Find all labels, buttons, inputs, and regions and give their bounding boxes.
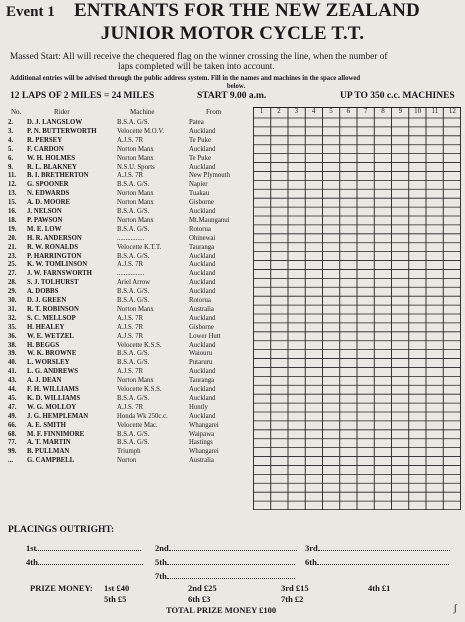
placing-7th-label: 7th [155,571,167,581]
entrant-row [0,199,253,208]
lap-header: 10 [414,107,422,115]
entrant-from: Waipawa [189,430,215,438]
entrant-rider: A. T. MARTIN [27,439,71,447]
entrant-rider: R. W. RONALDS [27,243,78,251]
entrant-row [0,172,253,181]
entrant-from: Auckland [189,288,216,296]
entrant-rider: G. SPOONER [27,181,69,189]
lap-header: 9 [398,107,403,115]
prize-first: 1st £40 [104,583,130,593]
entrant-row [0,439,253,448]
note-line2: below. [226,83,246,90]
lap-header: 1 [259,107,264,115]
entrant-rider: M. F. FINNIMORE [27,430,85,438]
entrant-number: 20. [8,234,17,242]
entrant-row [0,235,253,244]
entrant-rider: H. HEALEY [27,323,65,331]
entrant-rider: A. E. SMITH [27,421,66,429]
entrant-machine: Norton Manx [117,305,154,313]
placing-3rd-label: 3rd [305,543,318,553]
entrant-row [0,208,253,217]
entrant-rider: A. D. MOORE [27,199,71,207]
entrant-machine: A.J.S. 7R [117,261,144,269]
entrant-rider: P. N. BUTTERWORTH [27,127,97,135]
entrant-number: 43. [8,377,17,385]
entrant-from: Patea [189,119,204,126]
entrant-machine: A.J.S. 7R [117,323,144,331]
entrant-number: 39. [8,350,17,358]
prize-sixth: 6th £3 [188,594,211,604]
entrant-number: 28. [8,279,17,287]
entrant-rider: G. CAMPBELL [27,457,75,465]
entrant-row [0,146,253,155]
entrant-rider: P. PAWSON [27,216,63,224]
entrant-number: 12. [8,181,17,189]
entrant-from: Lower Hutt [189,332,221,340]
entrant-row [0,315,253,324]
entrant-rider: K. W. TOMLINSON [27,261,88,269]
entrant-number: 38. [8,341,17,349]
entrant-number: 2. [8,119,14,126]
entrant-machine: Velocette K.S.S. [117,341,162,349]
entrant-from: Australia [189,305,214,313]
entrant-number: 29. [8,288,17,296]
entrant-machine: Velocette Mac. [117,421,158,429]
entrant-row [0,342,253,351]
entrant-machine: ................ [117,234,145,242]
entrant-rider: W. H. HOLMES [27,154,76,162]
entrant-number: 68. [8,430,17,438]
entrant-machine: B.S.A. G/S. [117,288,150,296]
entrant-number: 16. [8,208,17,215]
entrant-from: Australia [189,457,214,465]
entrant-rider: H. BEGGS [27,341,60,349]
prize-fifth: 5th £5 [104,594,127,604]
entrant-number: 30. [8,297,17,304]
machine-class: UP TO 350 c.c. MACHINES [340,91,455,101]
entrant-row [0,413,253,422]
entrant-row [0,404,253,413]
entrant-rider: H. R. ANDERSON [27,234,82,242]
entrant-number: 3. [8,127,14,135]
entrant-from: Auckland [189,127,216,135]
entrant-row [0,386,253,395]
entrant-machine: B.S.A. G/S. [117,297,150,304]
entrant-machine: ................ [117,270,145,278]
race-rules [10,52,458,72]
lap-header: 6 [346,107,351,115]
entrant-row [0,181,253,190]
page-title-line1: ENTRANTS FOR THE NEW ZEALAND [74,0,420,21]
entrant-row [0,217,253,226]
entrant-from: Gisborne [189,323,214,331]
entrant-row [0,137,253,146]
entrant-from: Auckland [189,341,216,349]
entrant-from: Putaruru [189,359,213,367]
entrant-rider: A. J. DEAN [27,377,62,385]
entrant-row [0,288,253,297]
placing-1st-label: 1st [26,543,37,553]
entrant-number: 45. [8,394,17,402]
entrant-from: Ohinewai [189,234,216,242]
entrant-from: Auckland [189,386,216,393]
entrant-machine: B.S.A. G/S. [117,394,150,402]
entrant-from: Tauranga [189,243,215,251]
placing-2nd-label: 2nd [155,543,169,553]
entrant-from: Rotorua [189,225,211,233]
entrant-machine: Honda Wk 250c.c. [117,412,168,420]
prize-second: 2nd £25 [188,583,217,593]
entrant-row [0,190,253,199]
entrant-machine: Norton [117,457,137,465]
entrant-machine: Norton Manx [117,190,154,198]
entrant-from: Whangarei [189,448,219,456]
placing-5th[interactable] [155,557,295,567]
entrant-from: Te Puke [189,154,211,162]
entrant-machine: N.S.U. Sports [117,163,155,171]
lap-header: 8 [381,107,385,115]
placing-4th-label: 4th [26,557,38,567]
entrant-rider: W. G. MOLLOY [27,403,77,411]
entrant-machine: Norton Manx [117,216,154,224]
placing-1st[interactable] [26,543,141,553]
entrant-machine: B.S.A. G/S. [117,439,150,447]
placing-5th-label: 5th [155,557,167,567]
entrant-from: Waiouru [189,350,213,358]
placing-4th[interactable] [26,557,143,567]
entrant-number: 11. [8,172,17,180]
entrant-rider: W. K. BROWNE [27,350,77,358]
entrant-row [0,448,253,457]
entrant-row [0,119,253,128]
lap-header: 3 [294,107,299,115]
lap-grid-lines [253,107,461,510]
entrant-number: 5. [8,145,14,153]
entrant-from: Te Puke [189,136,211,144]
entrant-row [0,226,253,235]
entrant-rider: R. L. BLAKNEY [27,163,77,171]
entrant-from: New Plymouth [189,172,230,180]
lap-header: 5 [329,107,333,115]
column-header-rider: Rider [54,108,70,116]
entrant-number: 25. [8,261,17,269]
entrant-machine: A.J.S. 7R [117,314,144,322]
entrant-rider: S. C. MELLSOP [27,314,76,322]
entrant-row [0,155,253,164]
entrant-number: 99. [8,448,17,456]
entrant-number: 44. [8,386,17,393]
column-header-from: From [206,108,222,116]
entrant-number: 47. [8,403,17,411]
rules-line1: Massed Start: All will receive the chequered flag on the winner crossing the line, when the number of [10,52,388,62]
entrant-from: Auckland [189,208,216,215]
entrant-from: Huntly [189,403,208,411]
entrant-machine: Velocette K.T.T. [117,243,162,251]
entrant-machine: A.J.S. 7R [117,403,144,411]
entrant-from: Gisborne [189,199,214,207]
entrant-row [0,350,253,359]
entrant-machine: B.S.A. G/S. [117,119,150,126]
lap-header: 12 [448,107,456,115]
entrant-row [0,457,253,466]
entrant-from: Mt.Maunganui [189,216,230,224]
entrant-machine: A.J.S. 7R [117,136,144,144]
column-header-no: No. [11,108,22,116]
entrant-number: 77. [8,439,17,447]
lap-header: 11 [431,107,439,115]
entrant-from: Auckland [189,163,216,171]
entrant-rider: W. E. WETZEL [27,332,74,340]
entrant-from: Napier [189,181,208,189]
rules-line2: laps completed will be taken into account. [118,62,275,72]
placing-2nd[interactable] [155,543,297,553]
entrant-row [0,261,253,270]
additional-entries-note [10,75,462,91]
entrant-from: Auckland [189,252,216,260]
entrant-machine: Norton Manx [117,199,154,207]
entrant-machine: Norton Manx [117,154,154,162]
entrant-machine: Norton Manx [117,377,154,385]
entrant-rider: L. G. ANDREWS [27,368,78,376]
entrant-rider: M. E. LOW [27,225,62,233]
entrant-from: Auckland [189,412,216,420]
entrant-row [0,422,253,431]
entrant-number: 36. [8,332,17,340]
entrant-machine: A.J.S. 7R [117,368,144,376]
entrant-number: 66. [8,421,17,429]
entrant-machine: Velocette K.S.S. [117,386,162,393]
entrant-rider: P. HARRINGTON [27,252,82,260]
entrant-rider: J. W. FARNSWORTH [27,270,92,278]
column-header-machine: Machine [130,108,155,116]
entrant-machine: Ariel Arrow [117,279,151,287]
entrant-number: 23. [8,252,17,260]
entrant-from: Auckland [189,261,216,269]
placing-3rd[interactable] [305,543,450,553]
entrant-rider: L. WORSLEY [27,359,70,367]
start-time: START 9.00 a.m. [197,91,267,101]
entrant-row [0,279,253,288]
page-title-line2: JUNIOR MOTOR CYCLE T.T. [100,23,365,44]
placing-7th[interactable] [155,571,295,581]
entrant-from: Rotorua [189,297,211,304]
entrant-rider: S. J. TOLHURST [27,279,79,287]
entrant-machine: B.S.A. G/S. [117,225,150,233]
lap-header: 4 [311,107,316,115]
entrant-number: 40. [8,359,17,367]
entrant-rider: F. H. WILLIAMS [27,386,79,393]
entrant-machine: Norton Manx [117,145,154,153]
entrant-machine: B.S.A. G/S. [117,359,150,367]
entrant-row [0,297,253,306]
entrant-row [0,431,253,440]
prize-seventh: 7th £2 [281,594,304,604]
lap-header: 7 [363,107,368,115]
entrant-row [0,333,253,342]
entrant-number: 21. [8,243,17,251]
entrant-rider: D. J. LANGSLOW [27,119,83,126]
entrant-machine: A.J.S. 7R [117,172,144,180]
entrant-rider: B. PULLMAN [27,448,70,456]
entrant-from: Auckland [189,314,216,322]
entrant-row [0,359,253,368]
entrant-number: ... [8,457,14,465]
entrant-machine: Triumph [117,448,141,456]
prize-fourth: 4th £1 [368,583,391,593]
entrant-rider: R. T. ROBINSON [27,305,79,313]
entrant-from: Auckland [189,270,216,278]
entrant-machine: A.J.S. 7R [117,332,144,340]
entrant-rider: D. J. GREEN [27,297,67,304]
prize-third: 3rd £15 [281,583,309,593]
entrant-rider: N. EDWARDS [27,190,70,198]
entrant-number: 27. [8,270,17,278]
entrant-rider: A. DOBBS [27,288,59,296]
placings-title: PLACINGS OUTRIGHT: [8,525,115,535]
entrant-number: 9. [8,163,14,171]
entrant-row [0,253,253,262]
entrant-from: Tauranga [189,377,215,385]
placing-6th[interactable] [305,557,449,567]
entrant-from: Hastings [189,439,213,447]
prize-total: TOTAL PRIZE MONEY £100 [166,605,277,615]
entrant-number: 18. [8,216,17,224]
entrant-rider: F. CARDON [27,145,64,153]
entrant-rider: K. D. WILLIAMS [27,394,81,402]
pencil-mark-icon: ʃ [453,602,457,614]
note-line1: Additional entries will be advised through the public address system. Fill in the names and machines in the space allowed [10,75,361,82]
entrant-row [0,395,253,404]
laps-info: 12 LAPS OF 2 MILES = 24 MILES [10,91,155,101]
entrant-number: 4. [8,136,14,144]
entrant-row [0,128,253,137]
entrant-machine: B.S.A. G/S. [117,350,150,358]
entrant-machine: Velocette M.O.V. [117,127,165,135]
entrant-number: 49. [8,412,17,420]
entrant-row [0,306,253,315]
entrant-number: 35. [8,323,17,331]
entrant-row [0,377,253,386]
entrant-number: 41. [8,368,17,376]
entrant-from: Auckland [189,394,216,402]
lap-tally-grid[interactable] [253,107,461,510]
entrant-machine: B.S.A. G/S. [117,208,150,215]
entrant-machine: B.S.A. G/S. [117,252,150,260]
entrant-rider: B. I. BRETHERTON [27,172,89,180]
entrant-from: Auckland [189,368,216,376]
entrant-rider: J. NELSON [27,208,62,215]
entrant-from: Auckland [189,279,216,287]
event-number: Event 1 [6,4,55,20]
entrant-number: 32. [8,314,17,322]
entrant-from: Tuakau [189,190,210,198]
entrant-rider: J. G. HEMPLEMAN [27,412,89,420]
entrant-number: 19. [8,225,17,233]
entrant-row [0,244,253,253]
entrant-row [0,368,253,377]
entrant-number: 15. [8,199,17,207]
entrant-from: Auckland [189,145,216,153]
entrant-machine: B.S.A. G/S. [117,181,150,189]
entrant-number: 31. [8,305,17,313]
entrant-machine: B.S.A. G/S. [117,430,150,438]
entrant-number: 6. [8,154,14,162]
entrant-rider: R. PERSEY [27,136,63,144]
entrant-row [0,324,253,333]
placing-6th-label: 6th [305,557,317,567]
entrant-number: 13. [8,190,17,198]
lap-header: 2 [277,107,281,115]
entrant-row [0,270,253,279]
prize-money-label: PRIZE MONEY: [30,583,93,593]
entrant-row [0,164,253,173]
entrant-from: Whangarei [189,421,219,429]
